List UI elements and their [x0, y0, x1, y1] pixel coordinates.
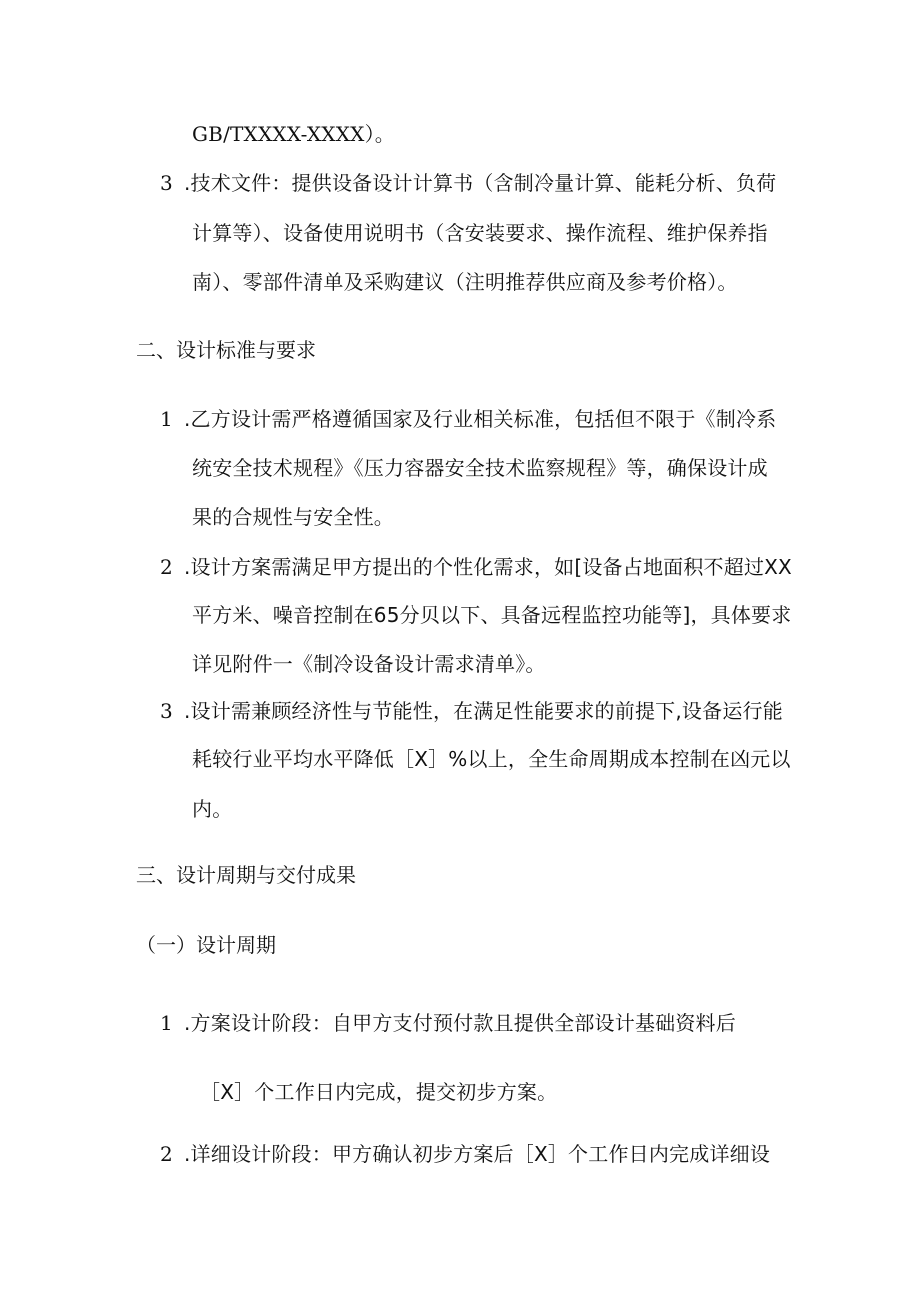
- s2-item-3-line2: 耗较行业平均水平降低［X］%以上，全生命周期成本控制在凶元以: [192, 747, 791, 771]
- list-item-3-line3: 南）、零部件清单及采购建议（注明推荐供应商及参考价格）。: [192, 270, 738, 294]
- list-number: 2: [160, 1142, 173, 1166]
- list-number: 3: [160, 171, 173, 195]
- s2-item-2-line2: 平方米、噪音控制在65分贝以下、具备远程监控功能等]，具体要求: [192, 603, 792, 627]
- s2-item-1-line3: 果的合规性与安全性。: [192, 505, 394, 529]
- s2-item-3-line1: [160, 697, 783, 725]
- list-item-text: .详细设计阶段：甲方确认初步方案后［X］个工作日内完成详细设: [184, 1142, 771, 1166]
- s3-item-2-line1: [160, 1140, 770, 1168]
- list-number: 2: [160, 555, 173, 579]
- list-number: 1: [160, 1011, 173, 1035]
- list-number: 3: [160, 699, 173, 723]
- s2-item-1-line1: [160, 405, 776, 433]
- list-number: 1: [160, 407, 173, 431]
- list-item-text: .设计方案需满足甲方提出的个性化需求，如[设备占地面积不超过XX: [184, 555, 792, 579]
- list-item-text: .方案设计阶段：自甲方支付预付款且提供全部设计基础资料后: [184, 1011, 736, 1035]
- list-item-text: .技术文件：提供设备设计计算书（含制冷量计算、能耗分析、负荷: [184, 171, 777, 195]
- list-item-text: .设计需兼顾经济性与节能性，在满足性能要求的前提下,设备运行能: [184, 699, 783, 723]
- s2-item-1-line2: 统安全技术规程》《压力容器安全技术监察规程》等，确保设计成: [192, 456, 768, 480]
- subsection-heading: （一）设计周期: [136, 933, 276, 957]
- section-heading-2: 二、设计标准与要求: [136, 338, 316, 362]
- s2-item-2-line1: [160, 553, 792, 581]
- s2-item-2-line3: 详见附件一《制冷设备设计需求清单》。: [192, 652, 546, 676]
- list-item-3-line1: [160, 169, 776, 197]
- s2-item-3-line3: 内。: [192, 797, 233, 821]
- list-item-3-line2: 计算等）、设备使用说明书（含安装要求、操作流程、维护保养指: [192, 221, 768, 245]
- list-item-text: .乙方设计需严格遵循国家及行业相关标准，包括但不限于《制冷系: [184, 407, 777, 431]
- s3-item-1-line2: ［X］个工作日内完成，提交初步方案。: [200, 1080, 558, 1104]
- section-heading-3: 三、设计周期与交付成果: [136, 863, 356, 887]
- continuation-line: GB/TXXXX-XXXX）。: [192, 122, 395, 146]
- s3-item-1-line1: [160, 1009, 736, 1037]
